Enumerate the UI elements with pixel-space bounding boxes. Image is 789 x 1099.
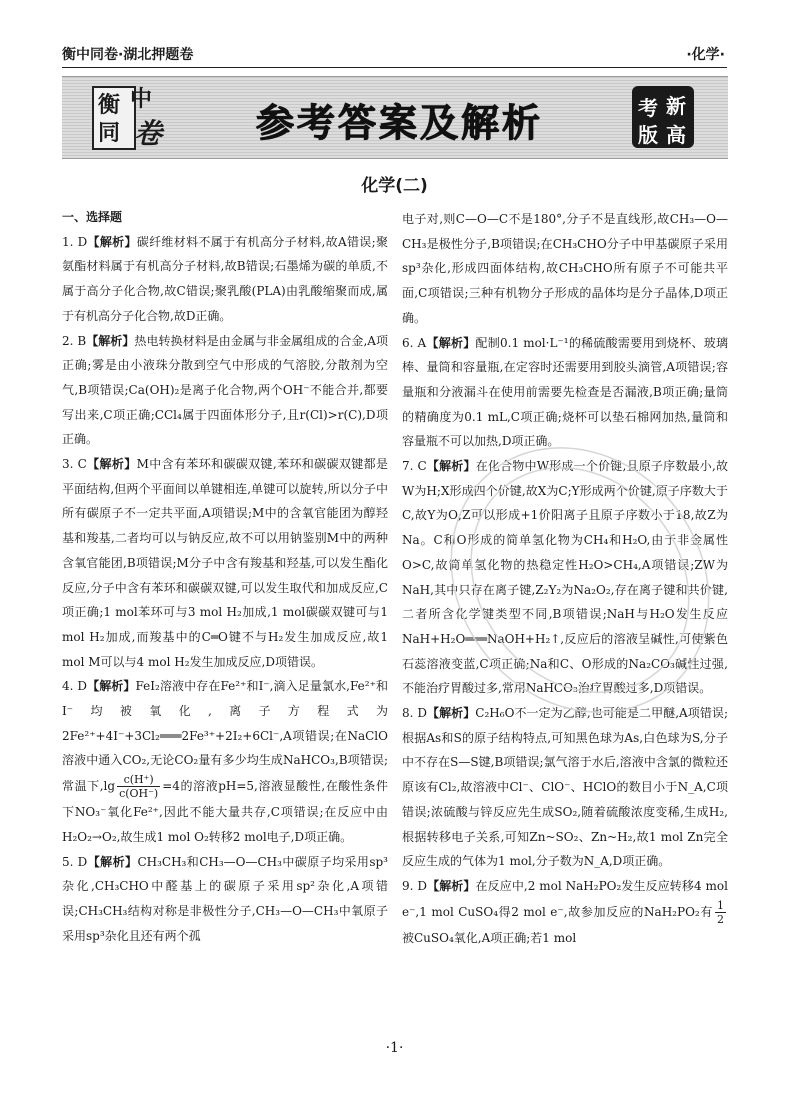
item-text: M中含有苯环和碳碳双键,苯环和碳碳双键都是平面结构,但两个平面间以单键相连,单键可以旋转,所以分子中所有碳原子不一定共平面,A项错误;M中的含氧官能团为醇羟基和羧基,二者均可以与钠反应,故不可以用钠鉴别M中的两种含氧官能团,B项错误;M分子中含有羧基和羟基,可以发生酯化反应,分子中含有苯环和碳碳双键,可以发生取代和加成反应,C项正确;1 mol苯环可与3 mol H₂加成,1 mol碳碳双键可与1 mol H₂加成,而羧基中的C═O键不与H₂发生加成反应,故1 mol M可以与4 mol H₂发生加成反应,D项错误。: [62, 457, 388, 669]
fraction: [715, 899, 726, 926]
item-number: 8. D: [402, 706, 427, 721]
new-edition-badge: [632, 86, 694, 148]
answer-item: [62, 452, 388, 674]
analysis-tag: 【解析】: [86, 333, 135, 348]
analysis-tag: 【解析】: [426, 706, 476, 721]
item-number: 1. D: [62, 234, 88, 249]
fraction-numerator: c(H⁺): [117, 773, 160, 787]
header-subject: ·化学·: [686, 47, 725, 63]
item-number: 5. D: [62, 854, 88, 869]
badge-char: 版: [638, 123, 658, 147]
answer-item: [402, 331, 728, 455]
badge-char: 高: [666, 123, 686, 147]
answer-item: [402, 701, 728, 874]
answer-item: [402, 207, 728, 331]
answer-item: [62, 850, 388, 949]
logo-char: 中: [130, 86, 153, 112]
item-number: 6. A: [402, 335, 427, 350]
analysis-tag: 【解析】: [427, 878, 476, 893]
answer-item: [62, 329, 388, 453]
badge-char: 考: [638, 96, 658, 120]
item-number: 7. C: [402, 459, 427, 474]
item-number: 3. C: [62, 457, 87, 472]
item-text: C₂H₆O不一定为乙醇,也可能是二甲醚,A项错误;根据As和S的原子结构特点,可知黑色球为As,白色球为S,分子中不存在S—S键,B项错误;氯气溶于水后,溶液中含氯的微粒还原该有Cl₂,故溶液中Cl⁻、ClO⁻、HClO的数目小于N_A,C项错误;浓硫酸与锌反应先生成SO₂,随着硫酸浓度变稀,生成H₂,根据转移电子关系,可知Zn~SO₂、Zn~H₂,故1 mol Zn完全反应生成的气体为1 mol,分子数为N_A,D项正确。: [402, 706, 728, 869]
analysis-tag: 【解析】: [426, 335, 476, 350]
section-heading: 一、选择题: [62, 210, 123, 224]
item-text: 电子对,则C—O—C不是180°,分子不是直线形,故CH₃—O—CH₃是极性分子,B项错误;在CH₃CHO分子中甲基碳原子采用sp³杂化,形成四面体结构,故CH₃CHO所有原子不可能共平面,C项错误;三种有机物分子形成的晶体均是分子晶体,D项正确。: [402, 212, 728, 325]
page-number: ·1·: [385, 1040, 404, 1056]
header-divider: [62, 67, 727, 68]
item-text: 在反应中,2 mol NaH₂PO₂发生反应转移4 mol e⁻,1 mol CuSO₄得2 mol e⁻,故参加反应的NaH₂PO₂有: [402, 878, 728, 919]
logo-char: 卷: [134, 117, 163, 150]
fraction-denominator: c(OH⁻): [119, 787, 159, 801]
logo-char: 衡: [98, 92, 121, 118]
answer-item: [62, 674, 388, 849]
item-number: 4. D: [62, 679, 87, 694]
left-column: [62, 205, 388, 948]
item-text: CH₃CH₃和CH₃—O—CH₃中碳原子均采用sp³杂化,CH₃CHO中醛基上的碳原子采用sp²杂化,A项错误;CH₃CH₃结构对称是非极性分子,CH₃—O—CH₃中氧原子采用sp³杂化且还有两个孤: [62, 854, 388, 943]
item-text: =4的溶液pH=5,溶液显酸性,在酸性条件下NO₃⁻氧化Fe²⁺,因此不能大量共存,C项错误;在反应中由H₂O₂→O₂,故生成1 mol O₂转移2 mol电子,D项正确。: [62, 779, 388, 844]
analysis-tag: 【解析】: [87, 854, 138, 869]
analysis-tag: 【解析】: [86, 457, 137, 472]
analysis-tag: 【解析】: [87, 679, 136, 694]
badge-char: 新: [666, 94, 686, 118]
analysis-tag: 【解析】: [87, 234, 137, 249]
section-title: 化学(二): [361, 176, 428, 196]
item-text: 配制0.1 mol·L⁻¹的稀硫酸需要用到烧杯、玻璃棒、量筒和容量瓶,在定容时还需要用到胶头滴管,A项错误;容量瓶和分液漏斗在使用前需要先检查是否漏液,B项正确;量筒的精确度为0.1 mL,C项正确;烧杯可以垫石棉网加热,量筒和容量瓶不可以加热,D项正确。: [402, 335, 728, 449]
item-text: FeI₂溶液中存在Fe²⁺和I⁻,滴入足量氯水,Fe²⁺和I⁻均被氧化,离子方程式为2Fe²⁺+4I⁻+3Cl₂═══2Fe³⁺+2I₂+6Cl⁻,A项错误;在NaClO溶液中通入CO₂,无论CO₂量有多少均生成NaHCO₃,B项错误;常温下,lg: [62, 679, 388, 794]
answer-item: [402, 874, 728, 950]
item-text: 热电转换材料是由金属与非金属组成的合金,A项正确;雾是由小液珠分散到空气中形成的气溶胶,分散剂为空气,B项错误;Ca(OH)₂是离子化合物,两个OH⁻不能合并,都要写出来,C项正确;CCl₄属于四面体形分子,且r(Cl)>r(C),D项正确。: [62, 333, 388, 447]
fraction: [117, 773, 160, 800]
answer-item: [402, 454, 728, 701]
brand-logo: [90, 80, 178, 154]
analysis-tag: 【解析】: [426, 459, 476, 474]
item-text: 被CuSO₄氧化,A项正确;若1 mol: [402, 930, 577, 945]
item-text: 在化合物中W形成一个价键,且原子序数最小,故W为H;X形成四个价键,故X为C;Y形成两个价键,原子序数大于C,故Y为O;Z可以形成+1价阳离子且原子序数小于18,故Z为Na。C和O形成的简单氢化物为CH₄和H₂O,由于非金属性O>C,故简单氢化物的热稳定性H₂O>CH₄,A项错误;ZW为NaH,其中只存在离子键,Z₂Y₂为Na₂O₂,存在离子键和共价键,二者所含化学键类型不同,B项错误;NaH与H₂O发生反应NaH+H₂O═══NaOH+H₂↑,反应后的溶液呈碱性,可使紫色石蕊溶液变蓝,C项正确;Na和C、O形成的Na₂CO₃碱性过强,不能治疗胃酸过多,常用NaHCO₃治疗胃酸过多,D项错误。: [402, 459, 728, 696]
item-number: 9. D: [402, 878, 427, 893]
logo-char: 同: [98, 120, 121, 146]
right-column: [402, 207, 728, 950]
banner-title: 参考答案及解析: [256, 101, 544, 145]
header-left-title: 衡中同卷·湖北押题卷: [62, 47, 194, 63]
item-text: 碳纤维材料不属于有机高分子材料,故A错误;聚氨酯材料属于有机高分子材料,故B错误;石墨烯为碳的单质,不属于高分子化合物,故C错误;聚乳酸(PLA)由乳酸缩聚而成,属于有机高分子化合物,故D正确。: [62, 234, 388, 323]
item-number: 2. B: [62, 333, 87, 348]
fraction-denominator: 2: [717, 912, 724, 926]
fraction-numerator: 1: [717, 898, 724, 912]
answer-item: [62, 230, 388, 329]
